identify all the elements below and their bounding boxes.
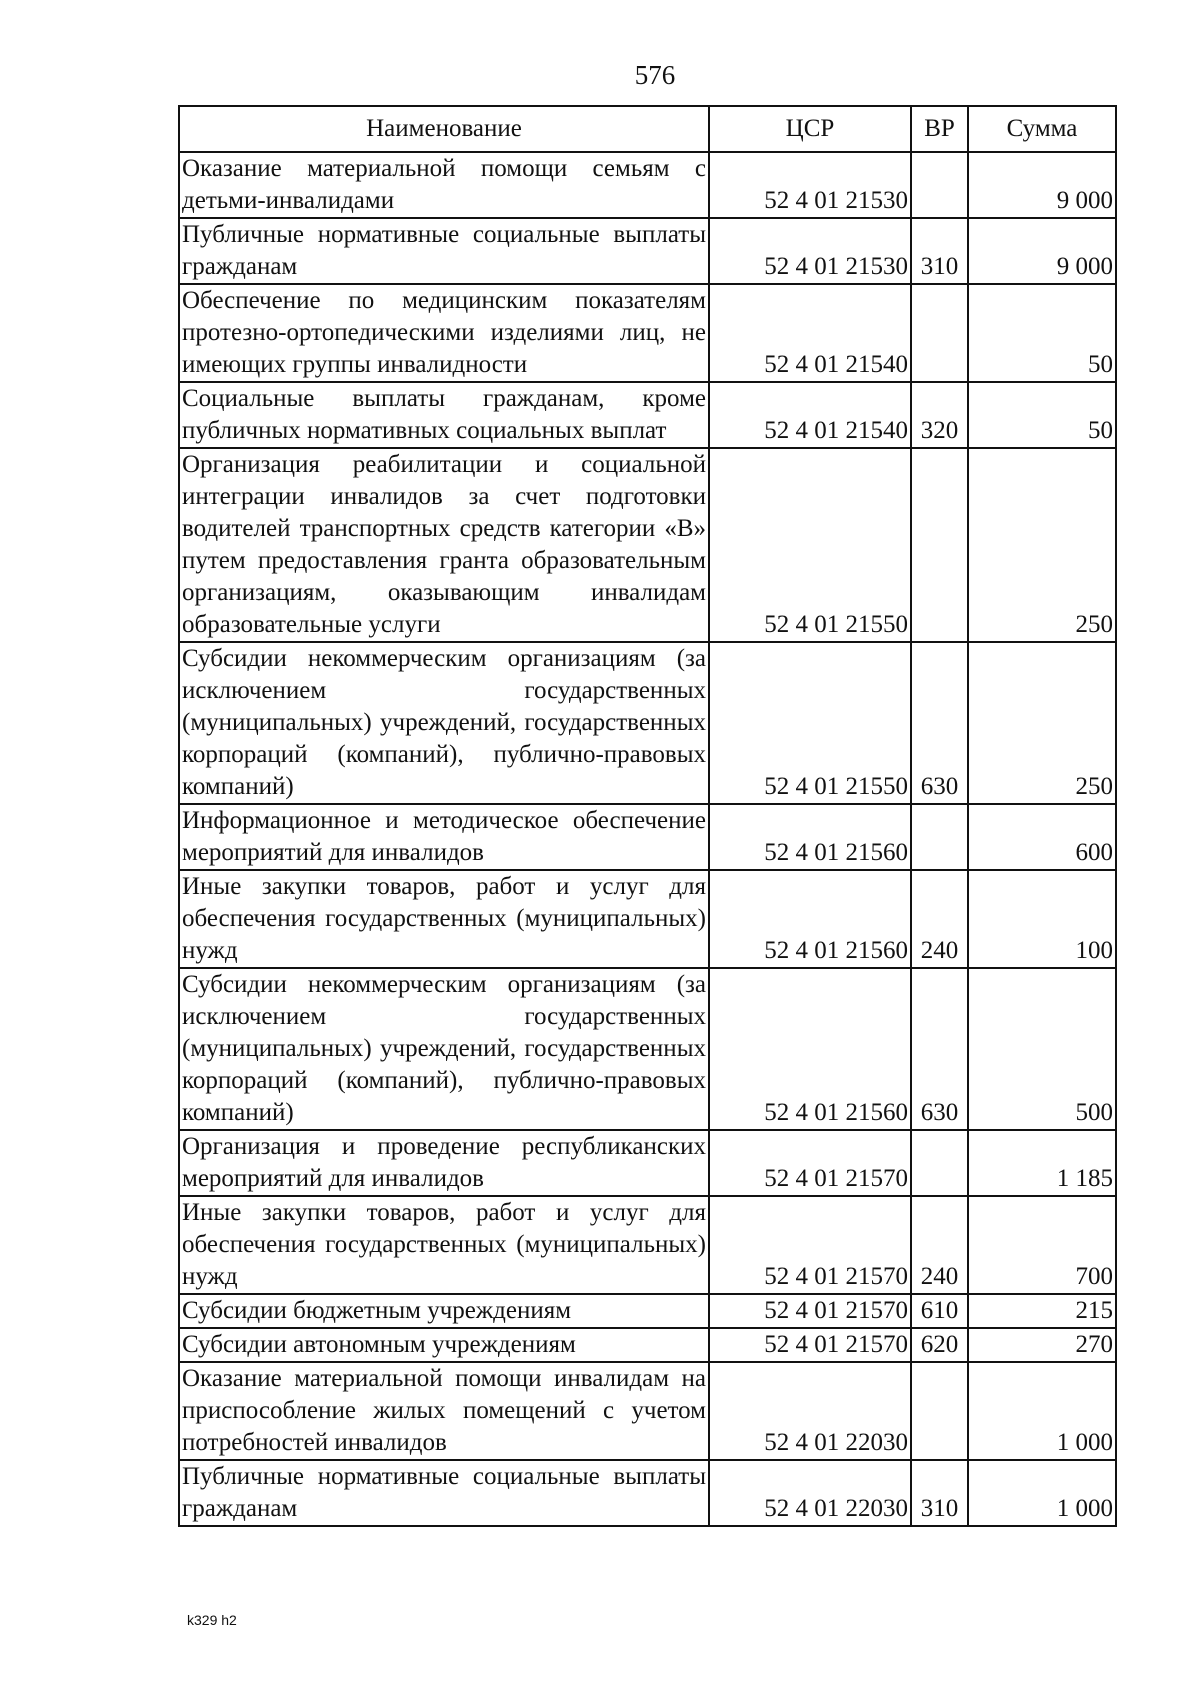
row-name: Субсидии бюджетным учреждениям [179,1294,709,1328]
row-sum: 1 000 [968,1460,1116,1526]
table-row [179,968,1116,1130]
row-sum: 50 [968,382,1116,448]
row-csr: 52 4 01 21550 [709,448,911,642]
row-vr [911,804,968,870]
row-sum: 215 [968,1294,1116,1328]
row-csr: 52 4 01 21570 [709,1328,911,1362]
row-sum: 250 [968,448,1116,642]
row-csr: 52 4 01 21570 [709,1196,911,1294]
row-vr: 310 [911,218,968,284]
column-header-vr: ВР [911,106,968,152]
budget-table [178,105,1117,1527]
table-row [179,1460,1116,1526]
row-sum: 600 [968,804,1116,870]
column-header-name: Наименование [179,106,709,152]
row-sum: 9 000 [968,218,1116,284]
row-name: Субсидии некоммерческим организациям (за исключением государственных (муниципальных) учреждений, государственных корпораций (компаний), публично-правовых компаний) [179,968,709,1130]
row-vr: 630 [911,968,968,1130]
row-vr: 610 [911,1294,968,1328]
row-name: Субсидии автономным учреждениям [179,1328,709,1362]
footer-code: k329 h2 [187,1612,237,1628]
table-row [179,642,1116,804]
table-row [179,382,1116,448]
row-csr: 52 4 01 21530 [709,152,911,218]
row-name: Организация и проведение республиканских мероприятий для инвалидов [179,1130,709,1196]
row-sum: 9 000 [968,152,1116,218]
row-csr: 52 4 01 22030 [709,1362,911,1460]
row-sum: 100 [968,870,1116,968]
row-vr [911,1362,968,1460]
row-csr: 52 4 01 21570 [709,1294,911,1328]
table-row [179,152,1116,218]
row-vr [911,152,968,218]
table-row [179,870,1116,968]
row-name: Оказание материальной помощи инвалидам на приспособление жилых помещений с учетом потребностей инвалидов [179,1362,709,1460]
table-header-row [179,106,1116,152]
row-name: Информационное и методическое обеспечение мероприятий для инвалидов [179,804,709,870]
row-sum: 50 [968,284,1116,382]
table-row [179,218,1116,284]
row-vr [911,1130,968,1196]
table-row [179,1362,1116,1460]
row-sum: 1 185 [968,1130,1116,1196]
table-row [179,448,1116,642]
table-row [179,1328,1116,1362]
row-name: Публичные нормативные социальные выплаты гражданам [179,218,709,284]
table-row [179,1196,1116,1294]
row-csr: 52 4 01 21560 [709,968,911,1130]
row-name: Организация реабилитации и социальной интеграции инвалидов за счет подготовки водителей транспортных средств категории «В» путем предоставления гранта образовательным организациям, оказывающим инвалидам образовательные услуги [179,448,709,642]
row-sum: 270 [968,1328,1116,1362]
row-vr: 630 [911,642,968,804]
row-name: Публичные нормативные социальные выплаты гражданам [179,1460,709,1526]
row-vr: 240 [911,1196,968,1294]
row-name: Иные закупки товаров, работ и услуг для обеспечения государственных (муниципальных) нужд [179,870,709,968]
row-csr: 52 4 01 21560 [709,870,911,968]
column-header-csr: ЦСР [709,106,911,152]
page-number: 576 [634,60,676,90]
row-vr: 320 [911,382,968,448]
row-vr: 240 [911,870,968,968]
column-header-sum: Сумма [968,106,1116,152]
row-csr: 52 4 01 21570 [709,1130,911,1196]
table-row [179,284,1116,382]
row-csr: 52 4 01 21540 [709,382,911,448]
row-name: Субсидии некоммерческим организациям (за исключением государственных (муниципальных) учреждений, государственных корпораций (компаний), публично-правовых компаний) [179,642,709,804]
row-sum: 700 [968,1196,1116,1294]
table-row [179,1130,1116,1196]
row-sum: 500 [968,968,1116,1130]
row-name: Социальные выплаты гражданам, кроме публичных нормативных социальных выплат [179,382,709,448]
row-vr [911,448,968,642]
row-csr: 52 4 01 21550 [709,642,911,804]
row-csr: 52 4 01 22030 [709,1460,911,1526]
row-name: Оказание материальной помощи семьям с детьми-инвалидами [179,152,709,218]
row-name: Иные закупки товаров, работ и услуг для обеспечения государственных (муниципальных) нужд [179,1196,709,1294]
row-vr [911,284,968,382]
row-csr: 52 4 01 21560 [709,804,911,870]
table-row [179,1294,1116,1328]
row-name: Обеспечение по медицинским показателям протезно-ортопедическими изделиями лиц, не имеющих группы инвалидности [179,284,709,382]
row-sum: 250 [968,642,1116,804]
row-csr: 52 4 01 21530 [709,218,911,284]
row-vr: 620 [911,1328,968,1362]
row-csr: 52 4 01 21540 [709,284,911,382]
row-vr: 310 [911,1460,968,1526]
row-sum: 1 000 [968,1362,1116,1460]
table-row [179,804,1116,870]
